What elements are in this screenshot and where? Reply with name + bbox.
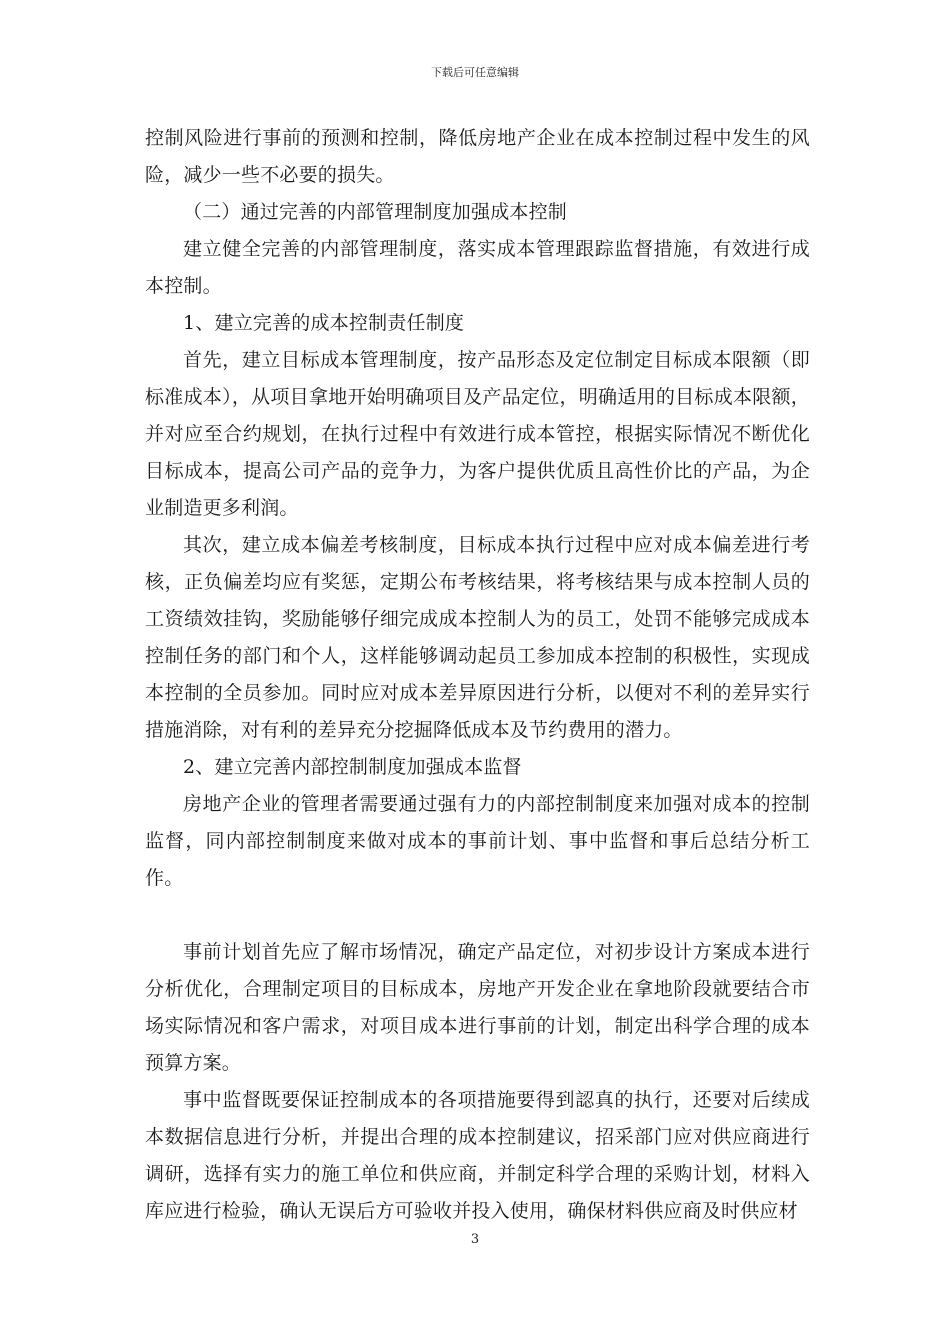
paragraph-management-supervision: 房地产企业的管理者需要通过强有力的内部控制制度来加强对成本的控制监督，同内部控制制度来做对成本的事前计划、事中监督和事后总结分析工作。: [145, 793, 810, 889]
subheading-internal-control: 2、建立完善内部控制制度加强成本监督: [183, 756, 522, 778]
paragraph-in-process-supervision: 事中监督既要保证控制成本的各项措施要得到認真的执行，还要对后续成本数据信息进行分析，并提出合理的成本控制建议，招采部门应对供应商进行调研，选择有实力的施工单位和供应商，并制定科学合理的采购计划，材料入库应进行检验，确认无误后方可验收并投入使用，确保材料供应商及时供应材: [145, 1089, 810, 1222]
document-body: [145, 120, 810, 1230]
paragraph-management-system: 建立健全完善的内部管理制度，落实成本管理跟踪监督措施，有效进行成本控制。: [145, 238, 810, 297]
paragraph-cost-deviation: 其次，建立成本偏差考核制度，目标成本执行过程中应对成本偏差进行考核，正负偏差均应有奖惩，定期公布考核结果，将考核结果与成本控制人员的工资绩效挂钩，奖励能够仔细完成成本控制人为的员工，处罚不能够完成成本控制任务的部门和个人，这样能够调动起员工参加成本控制的积极性，实现成本控制的全员参加。同时应对成本差异原因进行分析，以便对不利的差异实行措施消除，对有利的差异充分挖掘降低成本及节约费用的潜力。: [145, 534, 810, 741]
paragraph-risk-control: 控制风险进行事前的预测和控制，降低房地产企业在成本控制过程中发生的风险，减少一些不必要的损失。: [145, 127, 810, 186]
section-heading-internal-management: （二）通过完善的内部管理制度加强成本控制: [183, 201, 568, 223]
subheading-responsibility-system: 1、建立完善的成本控制责任制度: [183, 312, 465, 334]
page-header: 下载后可任意编辑: [431, 66, 519, 79]
paragraph-advance-planning: 事前计划首先应了解市场情况，确定产品定位，对初步设计方案成本进行分析优化，合理制定项目的目标成本，房地产开发企业在拿地阶段就要结合市场实际情况和客户需求，对项目成本进行事前的计划，制定出科学合理的成本预算方案。: [145, 941, 810, 1074]
paragraph-target-cost: 首先，建立目标成本管理制度，按产品形态及定位制定目标成本限额（即标准成本），从项目拿地开始明确项目及产品定位，明确适用的目标成本限额，并对应至合约规划，在执行过程中有效进行成本管控，根据实际情况不断优化目标成本，提高公司产品的竞争力，为客户提供优质且高性价比的产品，为企业制造更多利润。: [145, 349, 810, 519]
page-number: 3: [470, 1232, 480, 1247]
paragraph-spacer: [145, 897, 810, 934]
